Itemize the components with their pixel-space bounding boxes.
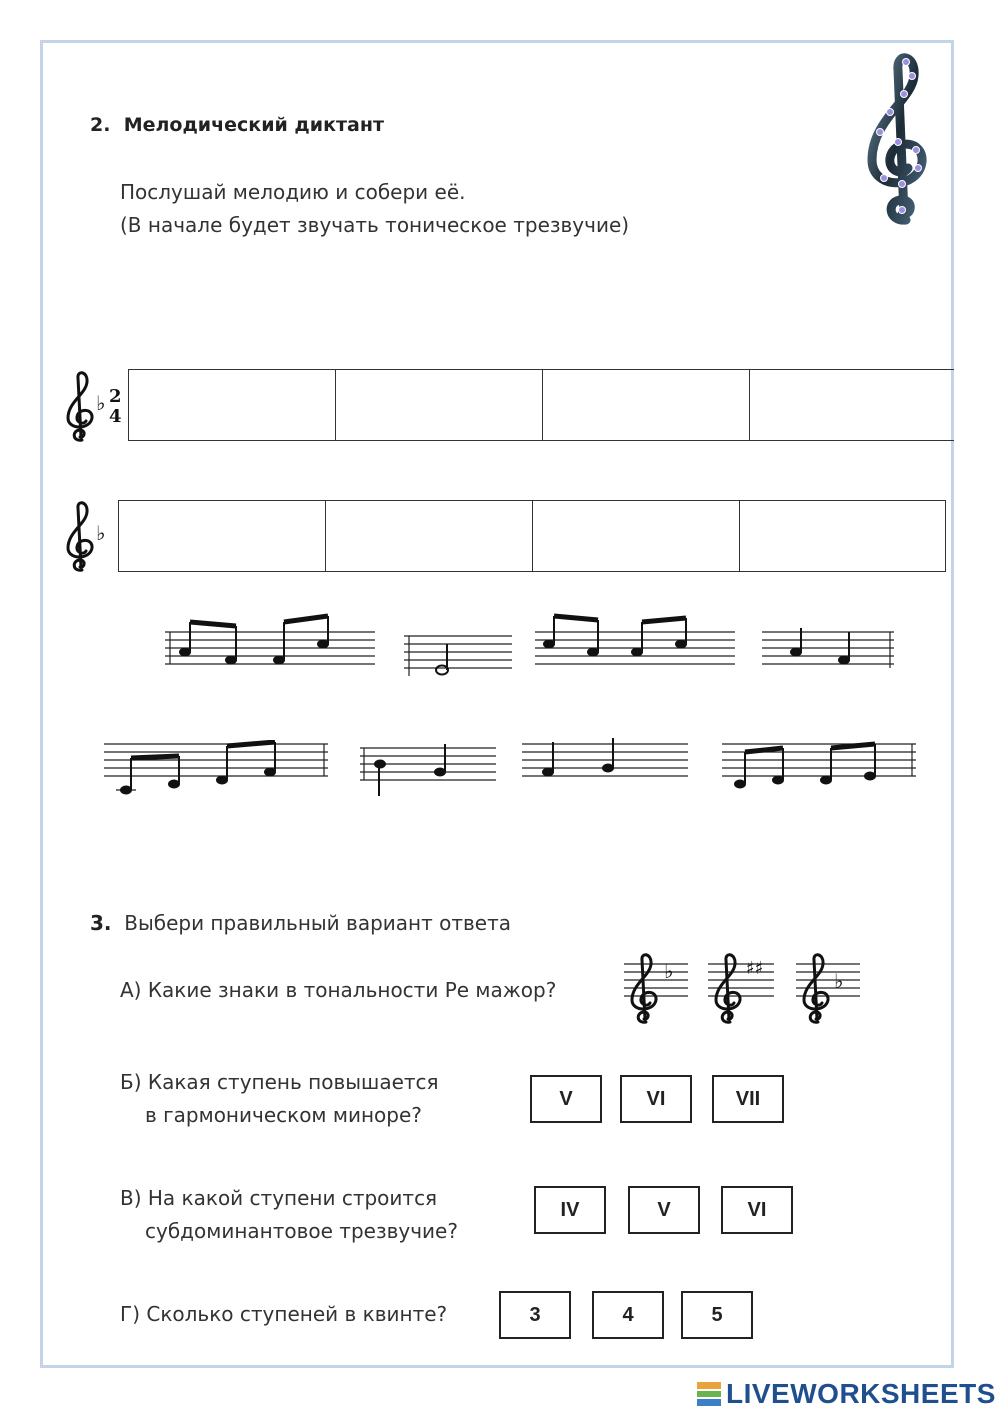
task3-heading: 3. Выбери правильный вариант ответа [90, 911, 512, 935]
staff-clef-icon-2 [62, 500, 118, 576]
melody-fragment-4[interactable] [762, 626, 894, 674]
worksheet-frame [40, 40, 954, 1368]
drop-measure-7[interactable] [532, 500, 739, 572]
melody-fragment-8[interactable] [722, 736, 916, 790]
time-sig-bottom: 4 [109, 406, 122, 427]
task2-instruction-2: (В начале будет звучать тоническое трезвучие) [120, 213, 630, 237]
question-a-label: А) Какие знаки в тональности Ре мажор? [120, 978, 557, 1002]
key-option-3[interactable] [796, 952, 860, 1026]
treble-clef-icon [858, 50, 942, 226]
melody-fragment-7[interactable] [522, 734, 688, 782]
task2-heading: 2. Мелодический диктант [90, 114, 384, 136]
staff-clef-icon [62, 370, 128, 446]
melody-fragment-2[interactable] [404, 632, 512, 680]
drop-measure-1[interactable] [128, 369, 335, 441]
drop-measure-3[interactable] [542, 369, 749, 441]
liveworksheets-logo [696, 1378, 996, 1410]
drop-measure-6[interactable] [325, 500, 532, 572]
key-option-3-sign: ♭ [834, 969, 844, 993]
drop-measure-8[interactable] [739, 500, 946, 572]
question-b-label-2: в гармоническом миноре? [145, 1103, 422, 1127]
dictation-row-1 [128, 369, 954, 441]
answer-v-option-1[interactable]: IV [534, 1186, 606, 1234]
question-g-label: Г) Сколько ступеней в квинте? [120, 1302, 448, 1326]
melody-fragment-5[interactable] [104, 740, 328, 802]
melody-fragment-6[interactable] [360, 738, 496, 798]
question-b-label-1: Б) Какая ступень повышается [120, 1070, 439, 1094]
drop-measure-5[interactable] [118, 500, 325, 572]
key-option-1-sign: ♭ [664, 959, 674, 983]
key-option-1[interactable] [624, 952, 688, 1026]
melody-fragment-1[interactable] [165, 612, 375, 674]
key-option-2-sign: ♯♯ [746, 958, 764, 979]
dictation-row-2 [118, 500, 946, 572]
answer-b-option-2[interactable]: VI [620, 1075, 692, 1123]
drop-measure-2[interactable] [335, 369, 542, 441]
question-v-label-2: субдоминантовое трезвучие? [145, 1219, 458, 1243]
answer-g-option-2[interactable]: 4 [592, 1291, 664, 1339]
answer-g-option-1[interactable]: 3 [499, 1291, 571, 1339]
answer-g-option-3[interactable]: 5 [681, 1291, 753, 1339]
logo-icon [696, 1381, 722, 1407]
answer-b-option-1[interactable]: V [530, 1075, 602, 1123]
answer-v-option-3[interactable]: VI [721, 1186, 793, 1234]
answer-b-option-3[interactable]: VII [712, 1075, 784, 1123]
question-v-label-1: В) На какой ступени строится [120, 1186, 438, 1210]
melody-fragment-3[interactable] [535, 612, 735, 674]
answer-v-option-2[interactable]: V [628, 1186, 700, 1234]
logo-text: LIVEWORKSHEETS [726, 1378, 996, 1409]
key-flat-2: ♭ [96, 521, 106, 545]
drop-measure-4[interactable] [749, 369, 954, 441]
time-sig-top: 2 [109, 386, 122, 407]
task2-instruction-1: Послушай мелодию и собери её. [120, 180, 466, 204]
key-option-2[interactable] [708, 952, 774, 1026]
key-flat: ♭ [96, 391, 106, 415]
